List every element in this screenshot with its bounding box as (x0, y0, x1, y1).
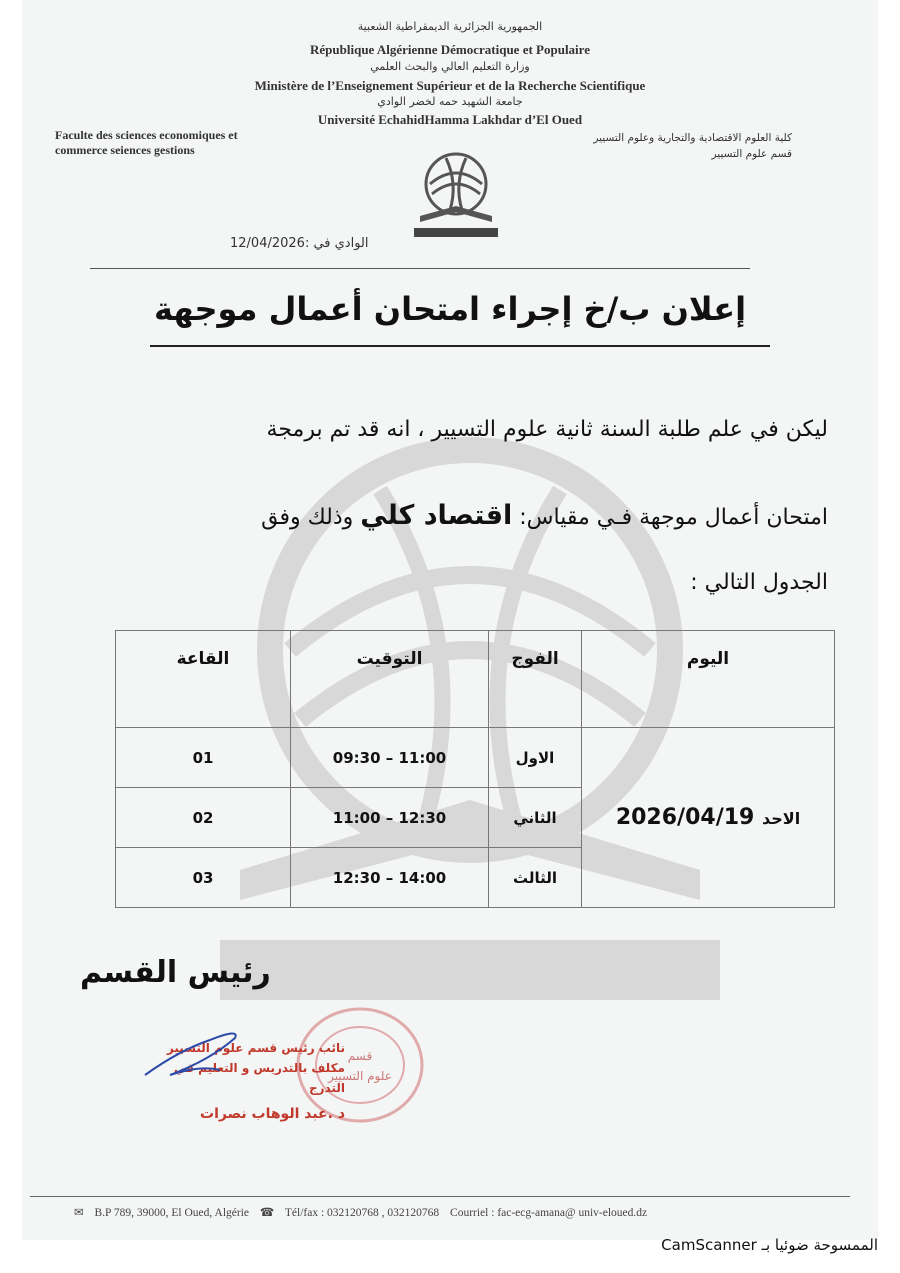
day-cell (582, 728, 835, 908)
group-cell: الاول (489, 728, 582, 788)
ministry-arabic: وزارة التعليم العالي والبحث العلمي (370, 60, 530, 73)
faculty-french (55, 128, 285, 158)
footer-email: Courriel : fac-ecg-amana@ univ-eloued.dz (450, 1207, 648, 1219)
header-time: التوقيت (291, 631, 489, 728)
camscanner-label: الممسوحة ضوئيا بـ CamScanner (661, 1236, 878, 1254)
issue-date: الوادي في :12/04/2026 (230, 236, 369, 251)
title-underline (150, 345, 770, 347)
body-line-2-post: وذلك وفق (261, 505, 354, 530)
body-line-1: ليكن في علم طلبة السنة ثانية علوم التسيير ، انه قد تم برمجة (266, 417, 828, 442)
header-divider (90, 268, 750, 269)
group-cell: الثالث (489, 848, 582, 908)
footer-divider (30, 1196, 850, 1197)
subject-name: اقتصاد كلي (360, 500, 513, 531)
ministry-french: Ministère de l’Enseignement Supérieur et de la Recherche Scientifique (254, 78, 646, 93)
faculty-arabic (532, 130, 792, 162)
table-header-row (116, 631, 835, 728)
day-label: الاحد (762, 809, 801, 829)
group-cell: الثاني (489, 788, 582, 848)
announcement-title: إعلان ب/خ إجراء امتحان أعمال موجهة (153, 290, 747, 328)
department-head-label: رئيس القسم (80, 955, 271, 990)
footer-address: B.P 789, 39000, El Oued, Algérie (94, 1207, 250, 1219)
signer-name: د .عبد الوهاب نصرات (200, 1106, 345, 1122)
university-french: Université EchahidHamma Lakhdar d’El Oued (317, 112, 583, 127)
room-cell: 03 (116, 848, 291, 908)
faculty-french-line2: commerce seiences gestions (55, 143, 195, 157)
body-line-3: الجدول التالي : (690, 570, 828, 595)
table-row (116, 728, 835, 788)
republic-arabic: الجمهورية الجزائرية الديمقراطية الشعبية (357, 20, 543, 33)
university-arabic: جامعة الشهيد حمه لخضر الوادي (377, 95, 523, 108)
body-line-2 (68, 500, 828, 531)
footer-contact (74, 1205, 774, 1219)
exam-schedule-table (115, 630, 835, 908)
time-cell: 12:30 – 14:00 (291, 848, 489, 908)
time-cell: 11:00 – 12:30 (291, 788, 489, 848)
time-cell: 09:30 – 11:00 (291, 728, 489, 788)
signer-title-2: مكلف بالتدريس و التعليم في التدرج (174, 1061, 345, 1095)
department-arabic-name: قسم علوم التسيير (711, 148, 792, 160)
header-room: القاعة (116, 631, 291, 728)
faculty-french-line1: Faculte des sciences economiques et (55, 128, 238, 142)
university-logo (414, 150, 498, 242)
room-cell: 01 (116, 728, 291, 788)
stamp-text-2: علوم التسيير (328, 1069, 392, 1083)
signer-title-1: نائب رئيس قسم علوم التسيير (166, 1041, 345, 1055)
day-date: 2026/04/19 (615, 805, 755, 831)
republic-french: République Algérienne Démocratique et Populaire (310, 42, 590, 57)
stamp-text-1: قسم (347, 1049, 373, 1063)
room-cell: 02 (116, 788, 291, 848)
footer-phone: Tél/fax : 032120768 , 032120768 (284, 1207, 440, 1219)
header-group: الفوج (489, 631, 582, 728)
body-line-2-pre: امتحان أعمال موجهة فـي مقياس: (519, 505, 828, 530)
handwritten-signature (140, 1020, 250, 1090)
phone-icon: ☎ (259, 1207, 275, 1219)
mail-icon: ✉ (74, 1207, 84, 1219)
header-day: اليوم (582, 631, 835, 728)
faculty-arabic-name: كلية العلوم الاقتصادية والتجارية وعلوم التسيير (593, 132, 792, 144)
